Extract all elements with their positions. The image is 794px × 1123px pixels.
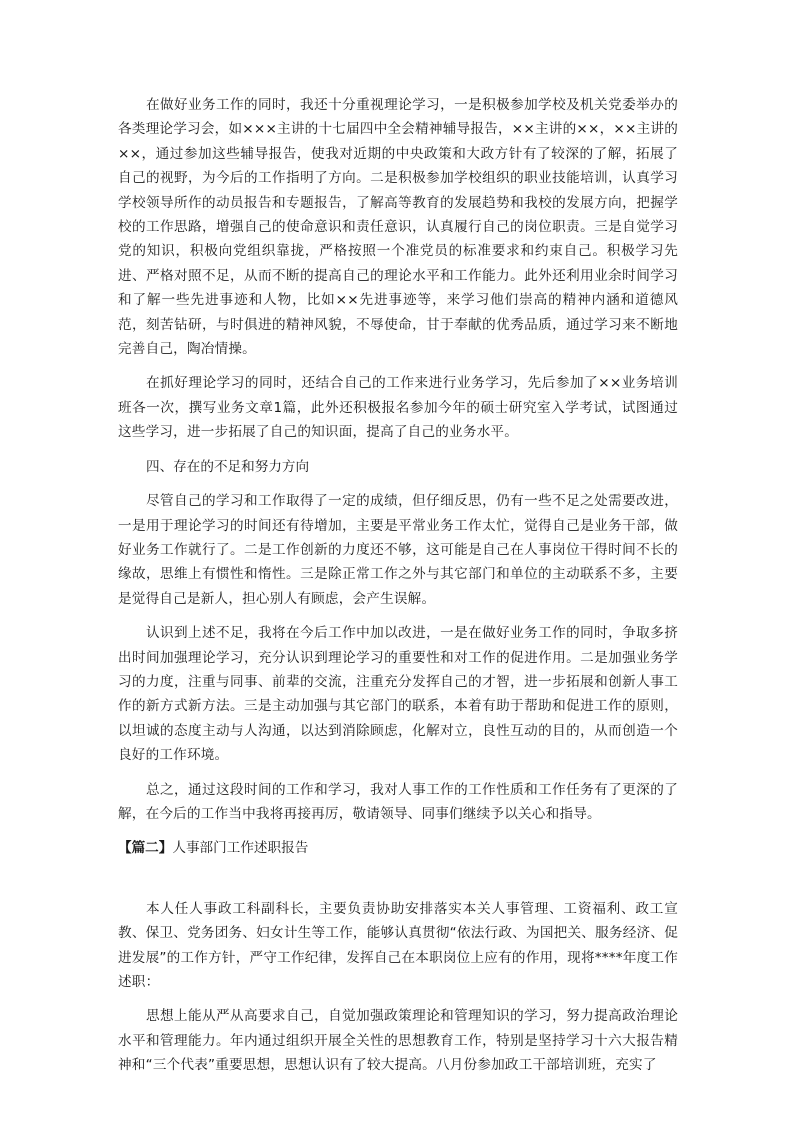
body-paragraph: 在做好业务工作的同时，我还十分重视理论学习，一是积极参加学校及机关党委举办的各类理论学习会，如×××主讲的十七届四中全会精神辅导报告，××主讲的××，××主讲的××，通过参加这些辅导报告，使我对近期的中央政策和大政方针有了较深的了解，拓展了自己的视野，为今后的工作指明了方向。二是积极参加学校组织的职业技能培训，认真学习学校领导所作的动员报告和专题报告，了解高等教育的发展趋势和我校的发展方向，把握学校的工作思路，增强自己的使命意识和责任意识，认真履行自己的岗位职责。三是自觉学习党的知识，积极向党组织靠拢，严格按照一个准党员的标准要求和约束自己。积极学习先进、严格对照不足，从而不断的提高自己的理论水平和工作能力。此外还利用业余时间学习和了解一些先进事迹和人物，比如××先进事迹等，来学习他们崇高的精神内涵和道德风范，刻苦钻研，与时俱进的精神风貌，不辱使命，甘于奉献的优秀品质，通过学习来不断地完善自己，陶冶情操。	[118, 97, 678, 358]
body-paragraph: 尽管自己的学习和工作取得了一定的成绩，但仔细反思，仍有一些不足之处需要改进，一是用于理论学习的时间还有待增加，主要是平常业务工作太忙，觉得自己是业务干部，做好业务工作就行了。二是工作创新的力度还不够，这可能是自己在人事岗位干得时间不长的缘故，思维上有惯性和惰性。三是除正常工作之外与其它部门和单位的主动联系不多，主要是觉得自己是新人，担心别人有顾虑，会产生误解。	[118, 493, 678, 607]
article-title	[118, 836, 678, 860]
body-paragraph: 思想上能从严从高要求自己，自觉加强政策理论和管理知识的学习，努力提高政治理论水平和管理能力。年内通过组织开展全关性的思想教育工作，特别是坚持学习十六大报告精神和“三个代表”重要思想，思想认识有了较大提高。八月份参加政工干部培训班，充实了	[118, 1008, 678, 1074]
article-number: 【篇二】	[118, 840, 173, 857]
body-paragraph: 在抓好理论学习的同时，还结合自己的工作来进行业务学习，先后参加了××业务培训班各一次，撰写业务文章1篇，此外还积极报名参加今年的硕士研究室入学考试，试图通过这些学习，进一步拓展了自己的知识面，提高了自己的业务水平。	[118, 375, 678, 441]
document-page	[118, 93, 678, 1078]
section-heading: 四、存在的不足和努力方向	[146, 458, 310, 475]
body-paragraph: 总之，通过这段时间的工作和学习，我对人事工作的工作性质和工作任务有了更深的了解，在今后的工作当中我将再接再厉，敬请领导、同事们继续予以关心和指导。	[118, 781, 678, 822]
body-paragraph: 本人任人事政工科副科长，主要负责协助安排落实本关人事管理、工资福利、政工宣教、保卫、党务团务、妇女计生等工作，能够认真贯彻“依法行政、为国把关、服务经济、促进发展”的工作方针，严守工作纪律，发挥自己在本职岗位上应有的作用，现将****年度工作述职：	[118, 900, 678, 990]
body-paragraph: 认识到上述不足，我将在今后工作中加以改进，一是在做好业务工作的同时，争取多挤出时间加强理论学习，充分认识到理论学习的重要性和对工作的促进作用。二是加强业务学习的力度，注重与同事、前辈的交流，注重充分发挥自己的才智，进一步拓展和创新人事工作的新方式新方法。三是主动加强与其它部门的联系，本着有助于帮助和促进工作的原则，以坦诚的态度主动与人沟通，以达到消除顾虑，化解对立，良性互动的目的，从而创造一个良好的工作环境。	[118, 625, 678, 764]
article-title-text: 人事部门工作述职报告	[172, 840, 309, 857]
spacer	[118, 861, 678, 897]
